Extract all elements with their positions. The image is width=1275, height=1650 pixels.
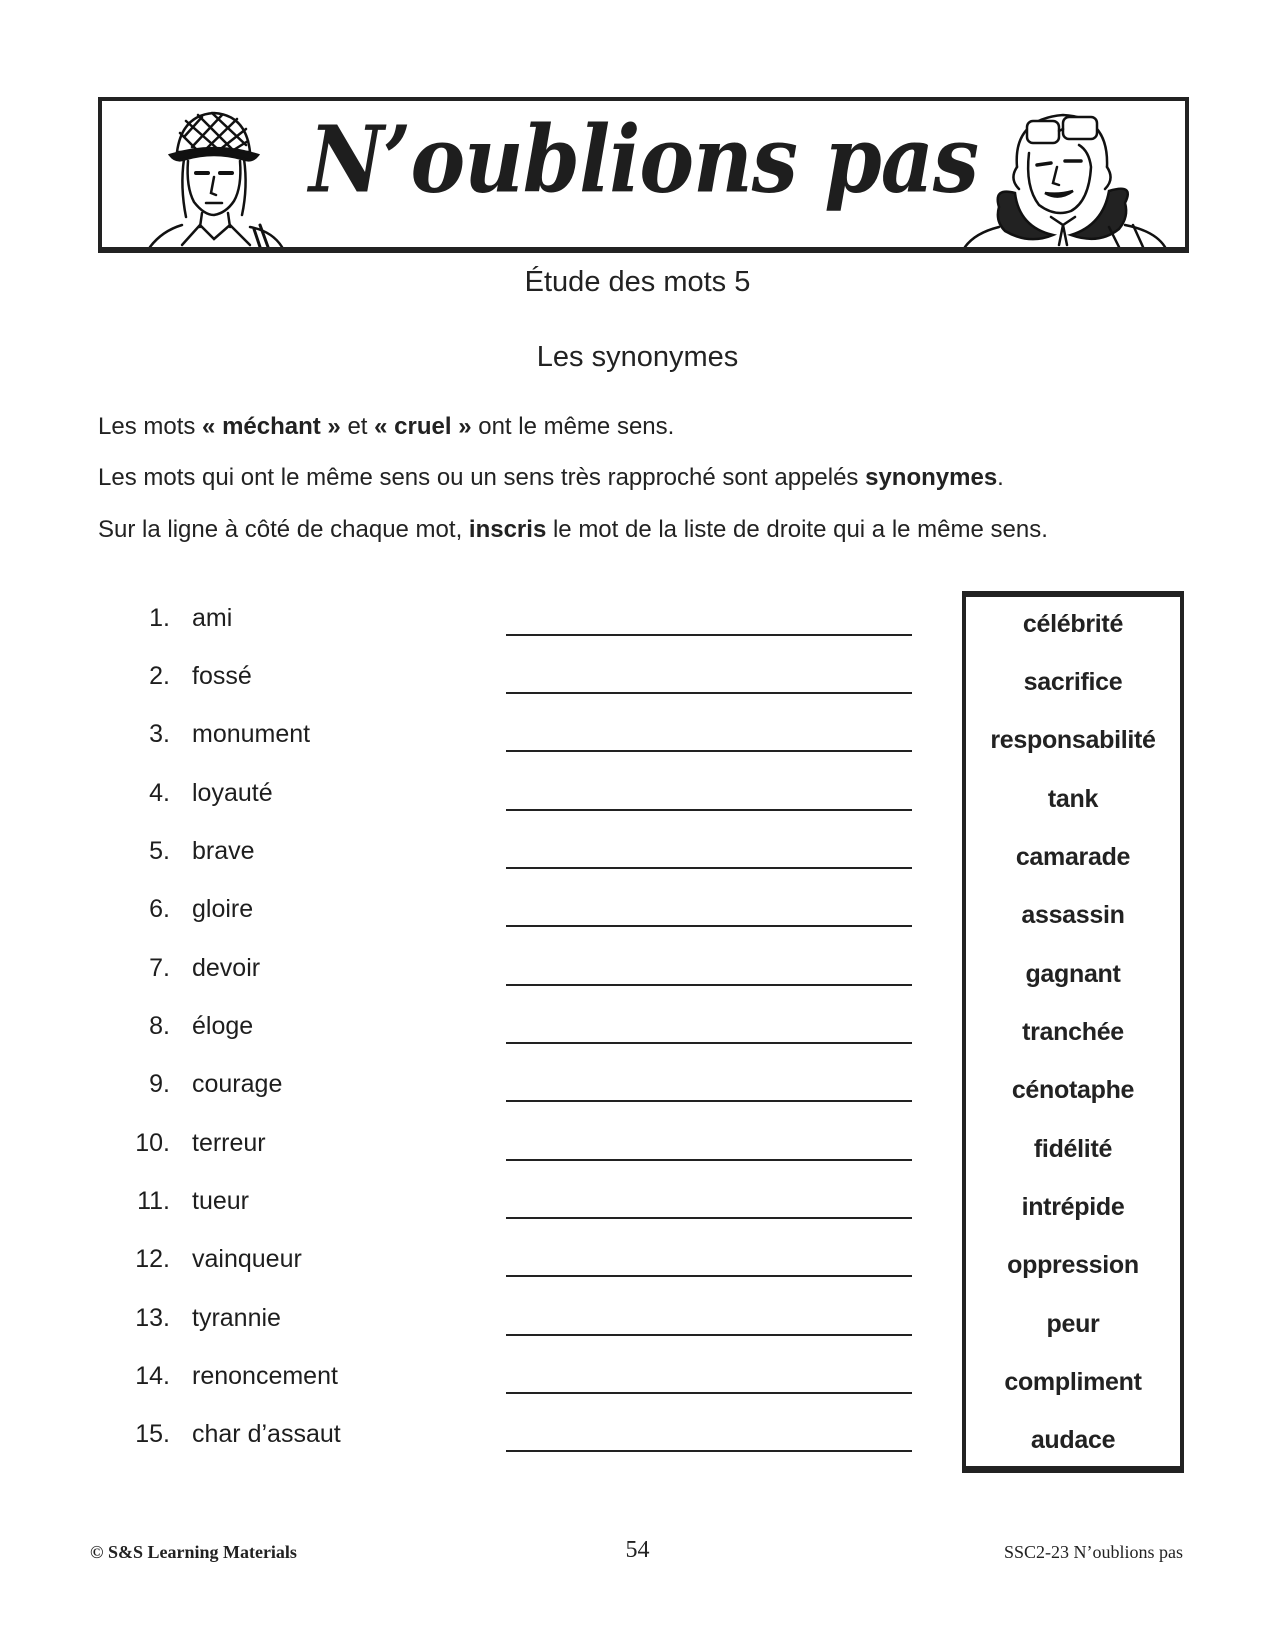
item-word: brave — [192, 837, 255, 865]
word-bank-item: assassin — [1021, 901, 1125, 929]
text: ont le même sens. — [471, 413, 675, 440]
answer-line[interactable] — [506, 1450, 912, 1452]
exercise-row — [0, 720, 960, 760]
item-number: 11. — [137, 1187, 170, 1215]
item-number: 12. — [135, 1245, 170, 1273]
word-bank-item: peur — [1046, 1310, 1100, 1338]
item-word: gloire — [192, 895, 254, 923]
word-bank-item: oppression — [1007, 1251, 1139, 1279]
exercise-row — [0, 1304, 960, 1344]
word-bank-box — [962, 591, 1184, 1473]
exercise-row — [0, 895, 960, 935]
answer-line[interactable] — [506, 925, 912, 927]
answer-line[interactable] — [506, 1100, 912, 1102]
page-number: 54 — [625, 1537, 650, 1563]
item-number: 5. — [149, 837, 170, 865]
word-bank-item: sacrifice — [1023, 668, 1123, 696]
exercise-row — [0, 1070, 960, 1110]
item-word: vainqueur — [192, 1245, 302, 1273]
pilot-aviator-icon — [959, 107, 1169, 247]
answer-line[interactable] — [506, 867, 912, 869]
item-word: ami — [192, 604, 233, 632]
word-bank-item: intrépide — [1021, 1193, 1125, 1221]
item-word: courage — [192, 1070, 283, 1098]
footer-copyright: © S&S Learning Materials — [90, 1542, 297, 1562]
exercise-row — [0, 1245, 960, 1285]
exercise-row — [0, 837, 960, 877]
text: Les mots — [98, 413, 203, 440]
answer-line[interactable] — [506, 1334, 912, 1336]
word-bank-item: tranchée — [1022, 1018, 1124, 1046]
exercise-row — [0, 1420, 960, 1460]
answer-line[interactable] — [506, 1217, 912, 1219]
word-bank-item: camarade — [1015, 843, 1131, 871]
text: le mot de la liste de droite qui a le même sens. — [546, 516, 1048, 543]
answer-line[interactable] — [506, 1392, 912, 1394]
item-number: 9. — [149, 1070, 170, 1098]
word-bank-item: cénotaphe — [1011, 1076, 1135, 1104]
word-bank-item: audace — [1030, 1426, 1116, 1454]
example-word-cruel: « cruel » — [374, 413, 472, 440]
example-word-mechant: « méchant » — [202, 413, 341, 440]
word-bank-item: gagnant — [1025, 960, 1121, 988]
exercise-row — [0, 954, 960, 994]
exercise-row — [0, 1129, 960, 1169]
footer-book-code: SSC2-23 N’oublions pas — [1003, 1542, 1183, 1562]
item-word: loyauté — [192, 779, 273, 807]
text: . — [997, 464, 1004, 491]
text: Les mots qui ont le même sens ou un sens très rapproché sont appelés — [98, 464, 866, 491]
answer-line[interactable] — [506, 692, 912, 694]
word-bank-item: tank — [1047, 785, 1099, 813]
answer-line[interactable] — [506, 634, 912, 636]
item-word: devoir — [192, 954, 261, 982]
keyword-synonymes: synonymes — [865, 464, 998, 491]
answer-line[interactable] — [506, 750, 912, 752]
header-banner — [98, 97, 1189, 253]
item-word: monument — [192, 720, 311, 748]
instructions-paragraph — [98, 513, 1098, 546]
item-number: 6. — [149, 895, 170, 923]
word-bank-item: responsabilité — [990, 726, 1156, 754]
banner-title: N’oublions pas — [308, 106, 979, 214]
intro-paragraph-2 — [98, 461, 1198, 494]
text: Sur la ligne à côté de chaque mot, — [98, 516, 469, 543]
section-title: Étude des mots 5 — [524, 266, 751, 298]
exercise-row — [0, 1187, 960, 1227]
word-bank-item: célébrité — [1022, 610, 1124, 638]
answer-line[interactable] — [506, 1042, 912, 1044]
item-number: 13. — [135, 1304, 170, 1332]
item-number: 1. — [149, 604, 170, 632]
item-number: 7. — [149, 954, 170, 982]
item-word: terreur — [192, 1129, 266, 1157]
section-subtitle: Les synonymes — [536, 341, 739, 373]
answer-line[interactable] — [506, 1159, 912, 1161]
answer-line[interactable] — [506, 809, 912, 811]
answer-line[interactable] — [506, 984, 912, 986]
answer-line[interactable] — [506, 1275, 912, 1277]
word-bank-item: compliment — [1004, 1368, 1142, 1396]
item-number: 3. — [149, 720, 170, 748]
item-word: char d’assaut — [192, 1420, 341, 1448]
item-number: 15. — [135, 1420, 170, 1448]
intro-paragraph-1 — [98, 410, 1198, 443]
text: et — [340, 413, 375, 440]
item-number: 14. — [135, 1362, 170, 1390]
exercise-row — [0, 1012, 960, 1052]
item-word: tueur — [192, 1187, 249, 1215]
item-word: tyrannie — [192, 1304, 281, 1332]
exercise-row — [0, 779, 960, 819]
item-word: renoncement — [192, 1362, 338, 1390]
exercise-row — [0, 662, 960, 702]
exercise-row — [0, 604, 960, 644]
word-bank-item: fidélité — [1033, 1135, 1113, 1163]
exercise-row — [0, 1362, 960, 1402]
item-number: 8. — [149, 1012, 170, 1040]
keyword-inscris: inscris — [468, 516, 547, 543]
item-number: 2. — [149, 662, 170, 690]
item-number: 4. — [149, 779, 170, 807]
item-word: fossé — [192, 662, 252, 690]
item-word: éloge — [192, 1012, 254, 1040]
item-number: 10. — [135, 1129, 170, 1157]
